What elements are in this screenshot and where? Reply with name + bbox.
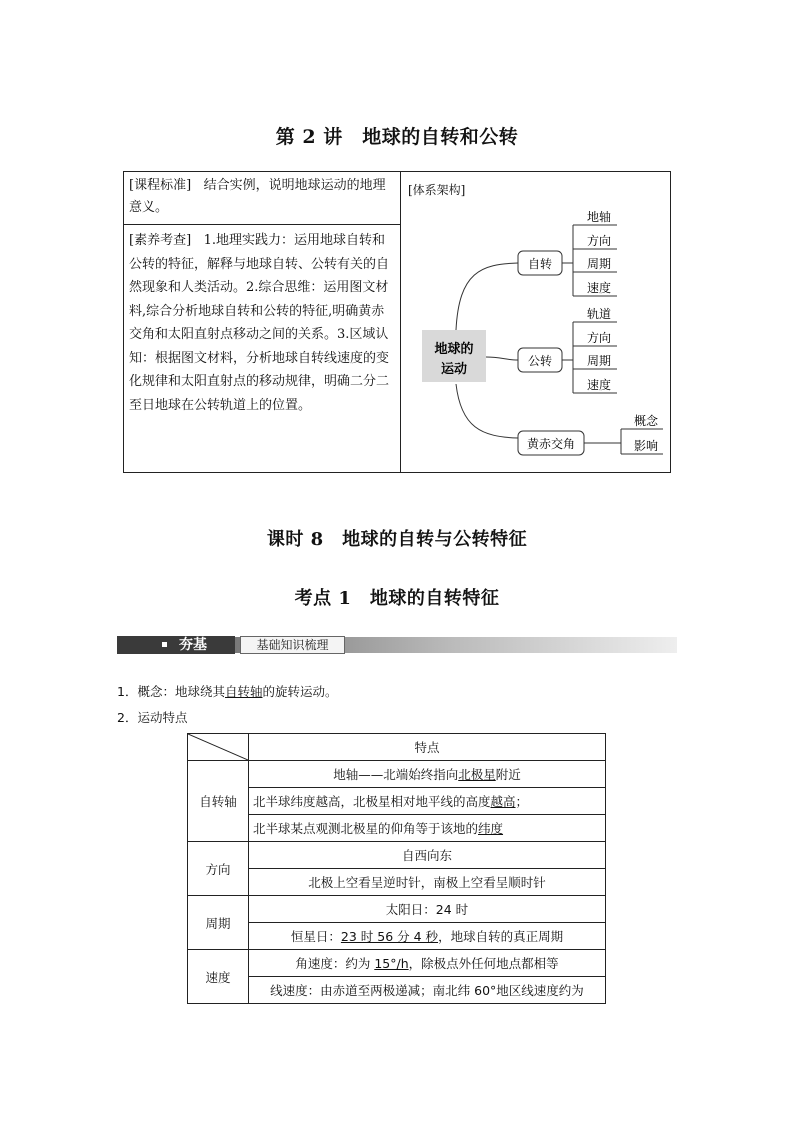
table-header-row xyxy=(188,734,606,761)
leaf-revolution-speed: 速度 xyxy=(586,378,612,392)
table-row xyxy=(188,815,606,842)
section-banner xyxy=(117,635,677,657)
axis-line2: 北半球纬度越高，北极星相对地平线的高度越高； xyxy=(249,788,606,815)
axis-line3: 北半球某点观测北极星的仰角等于该地的纬度 xyxy=(249,815,606,842)
curriculum-standard xyxy=(124,172,400,225)
leaf-obliquity-concept: 概念 xyxy=(633,414,659,428)
leaf-rotation-direction: 方向 xyxy=(586,234,612,248)
table-row xyxy=(188,923,606,950)
speed-line1: 角速度：约为 15°/h，除极点外任何地点都相等 xyxy=(249,950,606,977)
lesson-title: 课时 8 地球的自转与公转特征 xyxy=(266,529,528,550)
literacy-label: [素养考查] xyxy=(129,233,192,248)
leaf-rotation-period: 周期 xyxy=(586,257,612,271)
mindmap-column xyxy=(401,172,670,472)
row-label-period: 周期 xyxy=(188,896,249,950)
mindmap-root-line1: 地球的 xyxy=(434,342,474,357)
curriculum-text: 结合实例，说明地球运动的地理意义。 xyxy=(129,178,386,215)
item-motion-features: 2．运动特点 xyxy=(117,710,188,725)
leaf-revolution-orbit: 轨道 xyxy=(586,307,612,321)
table-row xyxy=(188,842,606,869)
branch-revolution-bracket xyxy=(562,322,585,393)
table-row xyxy=(188,761,606,788)
leaf-revolution-direction: 方向 xyxy=(586,331,612,345)
literacy-assessment xyxy=(124,225,400,421)
item-concept: 1．概念：地球绕其自转轴的旋转运动。 xyxy=(117,684,338,699)
branch-obliquity-label: 黄赤交角 xyxy=(526,437,576,451)
period-line2: 恒星日：23 时 56 分 4 秒，地球自转的真正周期 xyxy=(249,923,606,950)
table-row xyxy=(188,896,606,923)
leaf-rotation-speed: 速度 xyxy=(586,281,612,295)
table-row xyxy=(188,869,606,896)
table-row xyxy=(188,950,606,977)
connector-revolution xyxy=(486,357,518,360)
leaf-rotation-axis: 地轴 xyxy=(586,210,612,224)
exam-point-title: 考点 1 地球的自转特征 xyxy=(294,588,500,609)
branch-rotation-label: 自转 xyxy=(527,257,553,271)
mindmap-root-line2: 运动 xyxy=(440,362,468,377)
connector-rotation xyxy=(456,263,518,330)
branch-obliquity-bracket xyxy=(584,429,629,454)
row-label-axis: 自转轴 xyxy=(188,761,249,842)
underlined-answer: 自转轴 xyxy=(224,684,263,699)
row-label-speed: 速度 xyxy=(188,950,249,1004)
mindmap-header: [体系架构] xyxy=(408,183,466,197)
header-features: 特点 xyxy=(249,734,606,761)
table-row xyxy=(188,788,606,815)
axis-line1: 地轴——北端始终指向北极星附近 xyxy=(249,761,606,788)
leaf-revolution-period: 周期 xyxy=(586,354,612,368)
direction-line2: 北极上空看呈逆时针，南极上空看呈顺时针 xyxy=(249,869,606,896)
branch-rotation-bracket xyxy=(562,225,585,296)
overview-box xyxy=(123,171,671,473)
lecture-title: 第 2 讲 地球的自转和公转 xyxy=(275,126,519,148)
banner-sub-label: 基础知识梳理 xyxy=(240,636,345,654)
period-line1: 太阳日：24 时 xyxy=(249,896,606,923)
bullet-square-icon xyxy=(162,642,167,647)
curriculum-label: [课程标准] xyxy=(129,178,192,193)
standards-column xyxy=(124,172,401,472)
leaf-obliquity-effect: 影响 xyxy=(633,439,659,453)
connector-obliquity xyxy=(456,384,518,438)
branch-revolution-label: 公转 xyxy=(527,354,553,368)
literacy-text: 1.地理实践力：运用地球自转和公转的特征，解释与地球自转、公转有关的自然现象和人类活动。2.综合思维：运用图文材料,综合分析地球自转和公转的特征,明确黄赤交角和太阳直射点移动之间的关系。3.区域认知：根据图文材料，分析地球自转线速度的变化规律和太阳直射点的移动规律，明确二分二至日地球在公转轨道上的位置。 xyxy=(129,233,390,413)
row-label-direction: 方向 xyxy=(188,842,249,896)
banner-main-label: 夯基 xyxy=(179,637,207,653)
rotation-features-table xyxy=(187,733,606,1004)
table-row xyxy=(188,977,606,1004)
direction-line1: 自西向东 xyxy=(249,842,606,869)
mindmap-diagram xyxy=(401,172,670,472)
diagonal-header-cell xyxy=(188,734,249,761)
speed-line2: 线速度：由赤道至两极递减；南北纬 60°地区线速度约为 xyxy=(249,977,606,1004)
